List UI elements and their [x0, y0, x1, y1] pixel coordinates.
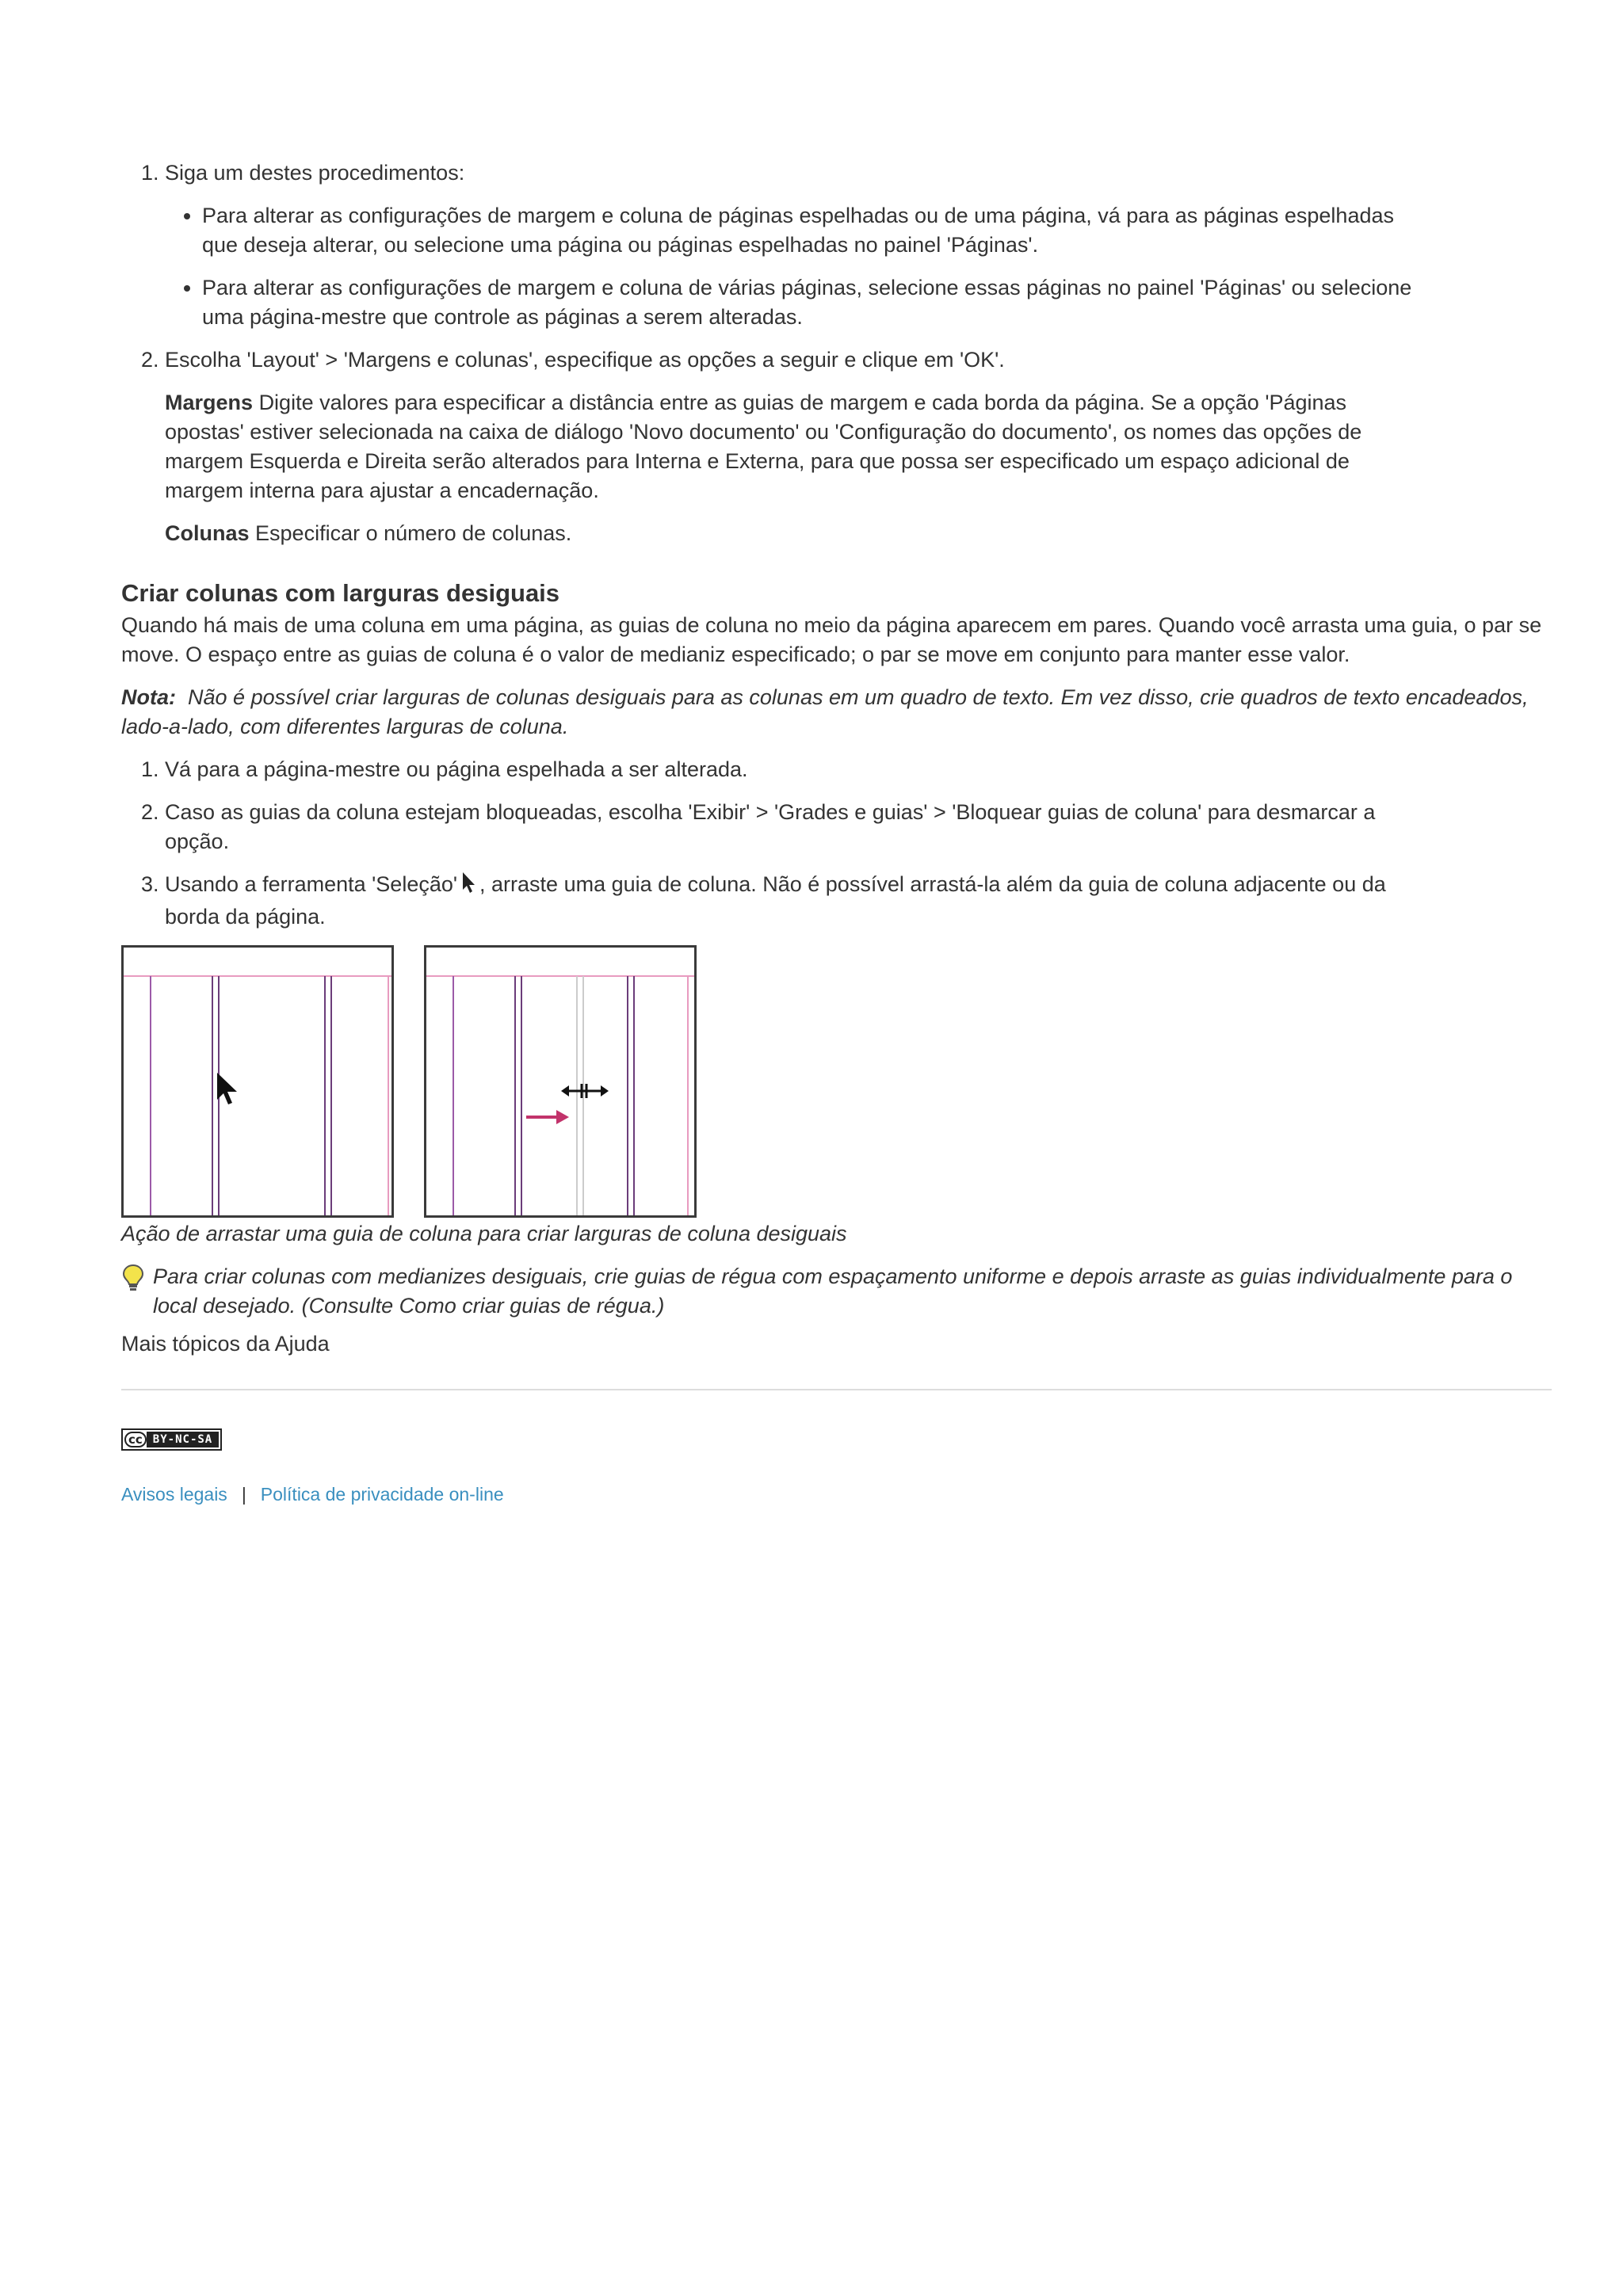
- list-item: [165, 755, 1552, 784]
- step-text: 2. Caso as guias da coluna estejam bloqueadas, escolha 'Exibir' > 'Grades e guias' > 'Bloquear guias de coluna' para desmarcar a opção.: [165, 800, 1376, 853]
- privacy-policy-link[interactable]: Política de privacidade on-line: [260, 1484, 504, 1505]
- drag-arrow-icon: [526, 1110, 569, 1124]
- document-page: [121, 158, 1552, 1509]
- step-3-after: , arraste uma guia de coluna. Não é possível arrastá-la além da guia de coluna adjacente ou da borda da página.: [165, 872, 1386, 929]
- list-item: [165, 158, 1552, 332]
- figure-after-drag: [424, 945, 697, 1218]
- lightbulb-icon: [121, 1264, 145, 1300]
- resize-cursor-icon: [561, 1084, 609, 1098]
- definition-desc: Digite valores para especificar a distância entre as guias de margem e cada borda da página. Se a opção 'Páginas opostas' estiver selecionada na caixa de diálogo 'Novo documento' ou 'Configuração do documento', os nomes das opções de margem Esquerda e Direita serão alterados para Interna e Externa, para que possa ser especificado um espaço adicional de margem interna para ajustar a encadernação.: [165, 391, 1362, 502]
- figure-pair: [121, 945, 1552, 1218]
- footer-links: [121, 1480, 1552, 1509]
- column-guides-illustration: [124, 948, 391, 1215]
- list-item: [165, 870, 1552, 932]
- note-text: Não é possível criar larguras de colunas desiguais para as colunas em um quadro de texto. Em vez disso, crie quadros de texto encadeados, lado-a-lado, com diferentes larguras de coluna.: [121, 685, 1529, 738]
- note-label: Nota:: [121, 685, 176, 709]
- license-badge[interactable]: [121, 1422, 1552, 1451]
- tip-text: Para criar colunas com medianizes desiguais, crie guias de régua com espaçamento uniforme e depois arraste as guias individualmente para o local desejado. (Consulte Como criar guias de régua.): [153, 1264, 1513, 1318]
- section-heading: Criar colunas com larguras desiguais: [121, 579, 560, 607]
- more-topics: Mais tópicos da Ajuda: [121, 1332, 330, 1356]
- definition-term: Margens: [165, 391, 254, 414]
- definition-margens: [165, 388, 1401, 505]
- definition-colunas: [165, 519, 1401, 548]
- definition-term: Colunas: [165, 521, 250, 545]
- link-separator: |: [241, 1484, 246, 1505]
- procedure-list-2: [121, 755, 1552, 932]
- tip: [121, 1262, 1552, 1321]
- list-item: • Para alterar as configurações de margem e coluna de páginas espelhadas ou de uma página, vá para as páginas espelhadas que deseja alterar, ou selecione uma página ou páginas espelhadas no painel 'Páginas'.: [202, 201, 1430, 260]
- procedure-list-1: [121, 158, 1552, 548]
- list-item: • Para alterar as configurações de margem e coluna de várias páginas, selecione essas páginas no painel 'Páginas' ou selecione uma página-mestre que controle as páginas a serem alteradas.: [202, 273, 1430, 332]
- cursor-icon: [217, 1073, 237, 1104]
- note: [121, 683, 1552, 742]
- definition-desc: Especificar o número de colunas.: [255, 521, 572, 545]
- step-text: [165, 870, 1401, 932]
- figure-caption: Ação de arrastar uma guia de coluna para criar larguras de coluna desiguais: [121, 1222, 847, 1245]
- selection-tool-icon: [460, 871, 476, 902]
- step-3-before: Usando a ferramenta 'Seleção': [165, 872, 458, 896]
- column-guides-illustration: [426, 948, 694, 1215]
- step-2-text: 2. Escolha 'Layout' > 'Margens e colunas', especifique as opções a seguir e clique em 'OK'.: [165, 348, 1005, 372]
- step-1-text: 1. Siga um destes procedimentos:: [165, 161, 465, 185]
- cc-icon: cc: [124, 1432, 147, 1447]
- divider: [121, 1389, 1552, 1390]
- bullet-list: [165, 201, 1552, 332]
- list-item: [165, 798, 1552, 856]
- legal-notices-link[interactable]: Avisos legais: [121, 1484, 227, 1505]
- figure-before-drag: [121, 945, 394, 1218]
- license-text: BY-NC-SA: [147, 1432, 219, 1447]
- step-text: 1. Vá para a página-mestre ou página espelhada a ser alterada.: [165, 757, 748, 781]
- section-intro: Quando há mais de uma coluna em uma página, as guias de coluna no meio da página aparecem em pares. Quando você arrasta uma guia, o par se move. O espaço entre as guias de coluna é o valor de medianiz especificado; o par se move em conjunto para manter esse valor.: [121, 613, 1542, 666]
- list-item: [165, 345, 1552, 548]
